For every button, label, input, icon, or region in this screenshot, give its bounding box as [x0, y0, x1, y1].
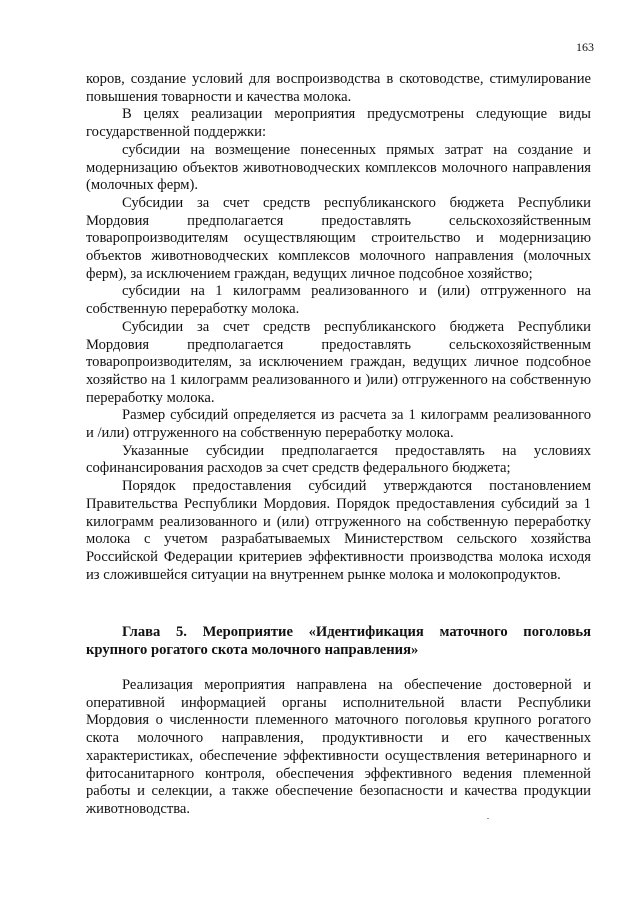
- paragraph: субсидии на 1 килограмм реализованного и (или) отгруженного на собственную переработку молока.: [86, 283, 591, 318]
- paragraph: Реализация мероприятия направлена на обеспечение достоверной и оперативной информацией органы исполнительной власти Республики Мордовия о численности племенного маточного поголовья крупного рогатого скота молочного направления, продуктивности и его качественных характеристиках, обеспечение эффективности осуществления ветеринарного и фитосанитарного контроля, обеспечения эффективного ведения племенной работы и селекции, а также обеспечение безопасности и качества продукции животноводства.: [86, 677, 591, 817]
- chapter-body: [86, 677, 591, 819]
- scan-speck: [487, 818, 489, 819]
- paragraph: Указанные субсидии предполагается предоставлять на условиях софинансирования расходов за счет средств федерального бюджета;: [86, 442, 591, 477]
- paragraph: Субсидии за счет средств республиканского бюджета Республики Мордовия предполагается предоставлять сельскохозяйственным товаропроизводителям осуществляющим строительство и модернизацию объектов животноводческих комплексов молочного направления (молочных ферм), за исключением граждан, ведущих личное подсобное хозяйство;: [86, 194, 591, 282]
- paragraph: Порядок предоставления субсидий утверждаются постановлением Правительства Республики Мордовия. Порядок предоставления субсидий за 1 килограмм реализованного и (или) отгруженного на собственную переработку молока с учетом разрабатываемых Министерством сельского хозяйства Российской Федерации критериев эффективности производства молока исходя из сложившейся ситуации на внутреннем рынке молока и молокопродуктов.: [86, 478, 591, 583]
- paragraph: В целях реализации мероприятия предусмотрены следующие виды государственной поддержки:: [86, 106, 591, 141]
- paragraph: Субсидии за счет средств республиканского бюджета Республики Мордовия предполагается предоставлять сельскохозяйственным товаропроизводителям, за исключением граждан, ведущих личное подсобное хозяйство на 1 килограмм реализованного и )или) отгруженного на собственную переработку молока.: [86, 318, 591, 406]
- chapter-heading: Глава 5. Мероприятие «Идентификация маточного поголовья крупного рогатого скота молочного направления»: [86, 624, 591, 658]
- paragraph: Размер субсидий определяется из расчета за 1 килограмм реализованного и /или) отгруженного на собственную переработку молока.: [86, 407, 591, 442]
- paragraph: субсидии на возмещение понесенных прямых затрат на создание и модернизацию объектов животноводческих комплексов молочного направления (молочных ферм).: [86, 141, 591, 194]
- page-number: 163: [576, 40, 594, 54]
- body-text: [86, 71, 591, 584]
- paragraph: коров, создание условий для воспроизводства в скотоводстве, стимулирование повышения товарности и качества молока.: [86, 71, 591, 105]
